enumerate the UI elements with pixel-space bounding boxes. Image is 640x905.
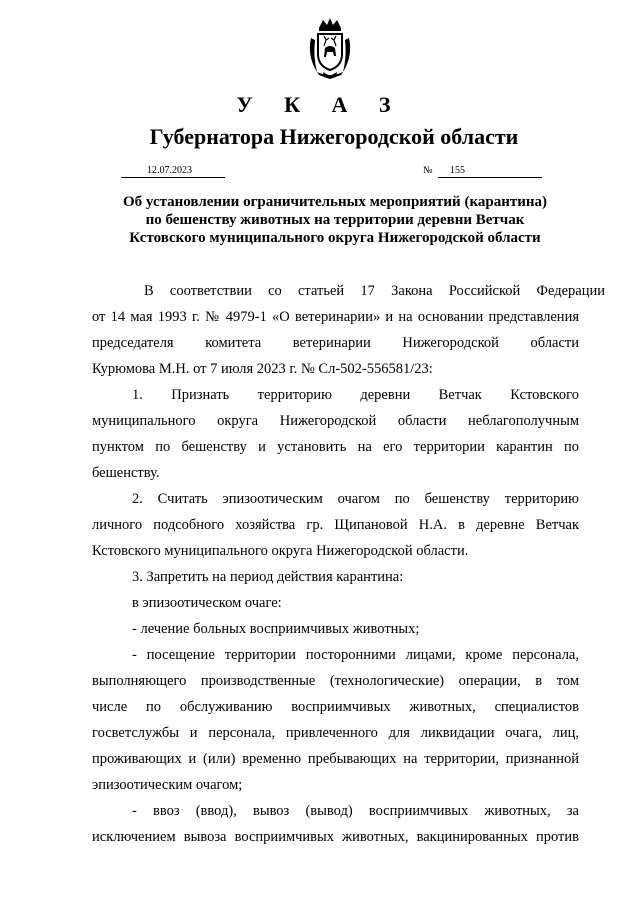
body-line: от 14 мая 1993 г. № 4979-1 «О ветеринарии» и на основании представления	[92, 309, 579, 325]
body-line: В соответствии со статьей 17 Закона Российской Федерации	[144, 283, 605, 299]
body-line: госветслужбы и персонала, привлеченного для ликвидации очага, лиц,	[92, 725, 579, 741]
document-subtitle: Губернатора Нижегородской области	[149, 124, 519, 149]
body-line: - посещение территории посторонними лицами, кроме персонала,	[132, 647, 579, 663]
body-line: пунктом по бешенству и установить на его территории карантин по	[92, 439, 579, 455]
body-line: в эпизоотическом очаге:	[132, 595, 282, 611]
heading-line: Об установлении ограничительных мероприятий (карантина)	[122, 194, 547, 210]
body-line: бешенству.	[92, 465, 160, 481]
heading-line: Кстовского муниципального округа Нижегородской области	[129, 230, 541, 246]
heading-line: по бешенству животных на территории деревни Ветчак	[145, 212, 525, 228]
coat-of-arms-emblem	[303, 16, 357, 80]
number-sign: №	[423, 165, 433, 176]
document-heading	[90, 193, 580, 247]
document-title: У К А З	[236, 92, 404, 117]
body-line: проживающих и (или) временно пребывающих на территории, признанной	[92, 751, 579, 767]
body-line: выполняющего производственные (технологические) операции, в том	[92, 673, 579, 689]
body-line: 1. Признать территорию деревни Ветчак Кстовского	[132, 387, 579, 403]
body-line: - ввоз (ввод), вывоз (вывод) восприимчивых животных, за	[132, 803, 579, 819]
body-line: председателя комитета ветеринарии Нижегородской области	[92, 335, 579, 351]
document-number: 155	[438, 165, 542, 178]
body-line: личного подсобного хозяйства гр. Щипановой Н.А. в деревне Ветчак	[92, 517, 579, 533]
body-line: 2. Считать эпизоотическим очагом по бешенству территорию	[132, 491, 579, 507]
body-line: муниципального округа Нижегородской области неблагополучным	[92, 413, 579, 429]
body-line: Кстовского муниципального округа Нижегородской области.	[92, 543, 469, 559]
body-line: эпизоотическим очагом;	[92, 777, 243, 793]
body-line: - лечение больных восприимчивых животных;	[132, 621, 420, 637]
body-line: 3. Запретить на период действия карантина:	[132, 569, 404, 585]
body-line: исключением вывоза восприимчивых животных, вакцинированных против	[92, 829, 579, 845]
document-date: 12.07.2023	[121, 165, 225, 178]
body-line: Курюмова М.Н. от 7 июля 2023 г. № Сл-502-556581/23:	[92, 361, 433, 377]
body-line: числе по обслуживанию восприимчивых животных, специалистов	[92, 699, 579, 715]
